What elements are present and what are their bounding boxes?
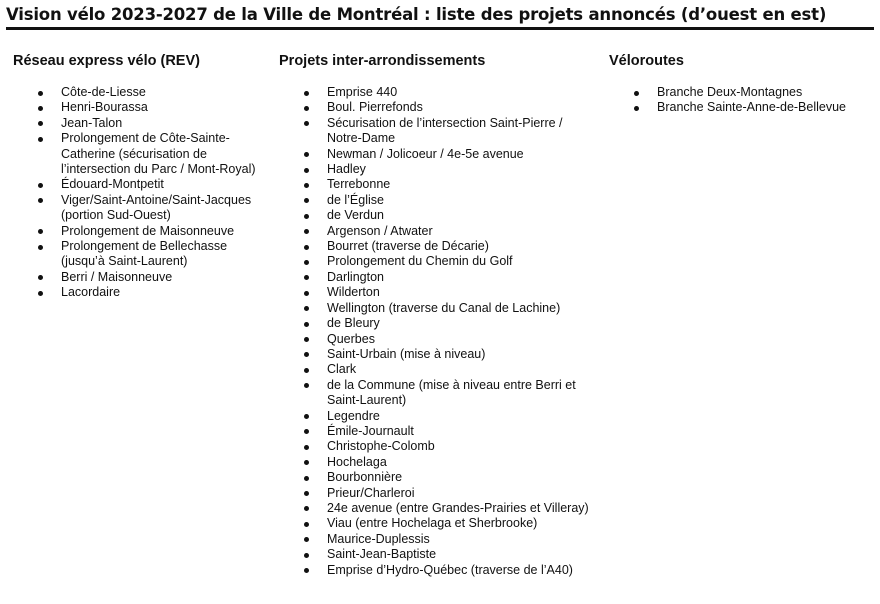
bullet-icon <box>304 368 309 373</box>
bullet-icon <box>38 183 43 188</box>
bullet-icon <box>38 91 43 96</box>
list-item-text: de Verdun <box>327 208 384 223</box>
column-heading-rev: Réseau express vélo (REV) <box>13 53 200 69</box>
list-item-text: Wilderton <box>327 285 380 300</box>
bullet-icon <box>304 445 309 450</box>
bullet-icon <box>304 229 309 234</box>
list-item <box>609 85 871 100</box>
list-item-text: de la Commune (mise à niveau entre Berri et Saint-Laurent) <box>327 377 576 408</box>
list-item-text: Argenson / Atwater <box>327 223 433 238</box>
list-item-text: Hadley <box>327 162 366 177</box>
page-title: Vision vélo 2023-2027 de la Ville de Montréal : liste des projets annoncés (d’ouest en est) <box>6 5 827 24</box>
bullet-icon <box>304 522 309 527</box>
list-item <box>13 224 271 239</box>
list-item <box>279 439 595 454</box>
list-item-text: Querbes <box>327 331 375 346</box>
bullet-icon <box>304 198 309 203</box>
list-item-text: Bourbonnière <box>327 470 403 485</box>
list-item-text: Legendre <box>327 408 380 423</box>
bullet-icon <box>304 414 309 419</box>
column-heading-inter: Projets inter-arrondissements <box>279 53 486 69</box>
list-item <box>279 362 595 377</box>
list-item-text: Emprise 440 <box>327 85 398 99</box>
bullet-icon <box>304 537 309 542</box>
bullet-icon <box>304 260 309 265</box>
bullet-icon <box>304 106 309 111</box>
list-item-text: Saint-Urbain (mise à niveau) <box>327 346 486 361</box>
list-item <box>279 316 595 331</box>
list-item <box>13 270 271 285</box>
list-item-text: de l’Église <box>327 192 384 207</box>
bullet-icon <box>38 121 43 126</box>
bullet-icon <box>38 245 43 250</box>
list-item <box>279 486 595 501</box>
bullet-icon <box>634 91 639 96</box>
list-veloroutes <box>609 85 871 116</box>
list-item <box>13 131 271 177</box>
list-item-text: Prolongement de Bellechasse (jusqu’à Saint-Laurent) <box>61 239 228 269</box>
list-item <box>279 285 595 300</box>
bullet-icon <box>304 352 309 357</box>
bullet-icon <box>304 460 309 465</box>
list-item <box>279 147 595 162</box>
list-item <box>279 85 595 100</box>
list-item-text: Prolongement du Chemin du Golf <box>327 254 513 269</box>
list-item-text: Émile-Journault <box>327 423 414 438</box>
list-item-text: Wellington (traverse du Canal de Lachine) <box>327 300 561 315</box>
list-item <box>13 85 271 100</box>
list-item <box>279 254 595 269</box>
bullet-icon <box>38 291 43 296</box>
list-item <box>279 470 595 485</box>
list-item-text: Maurice-Duplessis <box>327 531 430 546</box>
list-item-text: Saint-Jean-Baptiste <box>327 547 437 562</box>
list-item <box>279 547 595 562</box>
list-item <box>279 301 595 316</box>
bullet-icon <box>304 291 309 296</box>
list-item <box>13 116 271 131</box>
list-item-text: Prolongement de Maisonneuve <box>61 223 235 238</box>
list-item-text: Jean-Talon <box>61 115 123 130</box>
bullet-icon <box>38 137 43 142</box>
bullet-icon <box>304 91 309 96</box>
list-item <box>279 378 595 409</box>
bullet-icon <box>634 106 639 111</box>
list-item-text: Bourret (traverse de Décarie) <box>327 239 489 254</box>
bullet-icon <box>304 183 309 188</box>
bullet-icon <box>304 245 309 250</box>
list-item-text: Newman / Jolicoeur / 4e-5e avenue <box>327 146 524 161</box>
list-item <box>279 516 595 531</box>
list-item-text: Prieur/Charleroi <box>327 485 415 500</box>
list-item-text: Clark <box>327 362 357 377</box>
list-item-text: Branche Deux-Montagnes <box>657 85 803 99</box>
bullet-icon <box>38 106 43 111</box>
list-item-text: Boul. Pierrefonds <box>327 100 423 115</box>
bullet-icon <box>38 229 43 234</box>
list-item <box>279 424 595 439</box>
list-item-text: Hochelaga <box>327 454 387 469</box>
list-item <box>279 193 595 208</box>
list-item <box>279 270 595 285</box>
list-item <box>279 116 595 147</box>
list-item-text: Prolongement de Côte-Sainte-Catherine (sécurisation de l’intersection du Parc / Mont-Royal) <box>61 131 256 177</box>
list-item <box>13 239 271 270</box>
list-item-text: Viger/Saint-Antoine/Saint-Jacques (portion Sud-Ouest) <box>61 192 252 223</box>
list-item <box>279 532 595 547</box>
list-item <box>609 100 871 115</box>
column-rev <box>13 51 275 301</box>
bullet-icon <box>304 214 309 219</box>
column-heading-veloroutes: Véloroutes <box>609 53 684 69</box>
list-item <box>279 563 595 578</box>
bullet-icon <box>304 275 309 280</box>
list-item <box>279 162 595 177</box>
list-item-text: de Bleury <box>327 316 380 331</box>
list-item <box>13 177 271 192</box>
bullet-icon <box>304 553 309 558</box>
list-item-text: 24e avenue (entre Grandes-Prairies et Villeray) <box>327 500 589 515</box>
list-item-text: Viau (entre Hochelaga et Sherbrooke) <box>327 516 538 531</box>
list-item-text: Henri-Bourassa <box>61 100 148 115</box>
list-rev <box>13 85 275 301</box>
list-item <box>279 332 595 347</box>
list-item <box>279 409 595 424</box>
column-inter-arrondissements <box>279 51 599 578</box>
bullet-icon <box>304 476 309 481</box>
column-veloroutes <box>609 51 871 116</box>
list-item-text: Christophe-Colomb <box>327 439 435 454</box>
list-item-text: Édouard-Montpetit <box>61 177 164 192</box>
list-inter <box>279 85 599 578</box>
list-item <box>279 177 595 192</box>
list-item-text: Darlington <box>327 269 384 284</box>
list-item-text: Berri / Maisonneuve <box>61 269 173 284</box>
bullet-icon <box>38 198 43 203</box>
title-underline <box>6 27 874 30</box>
list-item-text: Lacordaire <box>61 285 121 300</box>
bullet-icon <box>304 121 309 126</box>
list-item <box>279 347 595 362</box>
bullet-icon <box>304 429 309 434</box>
bullet-icon <box>304 337 309 342</box>
list-item <box>279 100 595 115</box>
bullet-icon <box>304 383 309 388</box>
list-item <box>279 239 595 254</box>
bullet-icon <box>304 491 309 496</box>
list-item <box>279 224 595 239</box>
list-item <box>279 455 595 470</box>
list-item-text: Côte-de-Liesse <box>61 85 146 99</box>
list-item <box>13 193 271 224</box>
bullet-icon <box>304 306 309 311</box>
bullet-icon <box>304 322 309 327</box>
list-item-text: Terrebonne <box>327 177 391 192</box>
bullet-icon <box>304 568 309 573</box>
bullet-icon <box>304 168 309 173</box>
list-item-text: Sécurisation de l’intersection Saint-Pierre / Notre-Dame <box>327 115 563 146</box>
list-item-text: Branche Sainte-Anne-de-Bellevue <box>657 100 847 115</box>
list-item <box>13 100 271 115</box>
list-item <box>279 208 595 223</box>
list-item-text: Emprise d’Hydro-Québec (traverse de l’A40) <box>327 562 573 577</box>
bullet-icon <box>38 275 43 280</box>
bullet-icon <box>304 506 309 511</box>
list-item <box>13 285 271 300</box>
bullet-icon <box>304 152 309 157</box>
list-item <box>279 501 595 516</box>
